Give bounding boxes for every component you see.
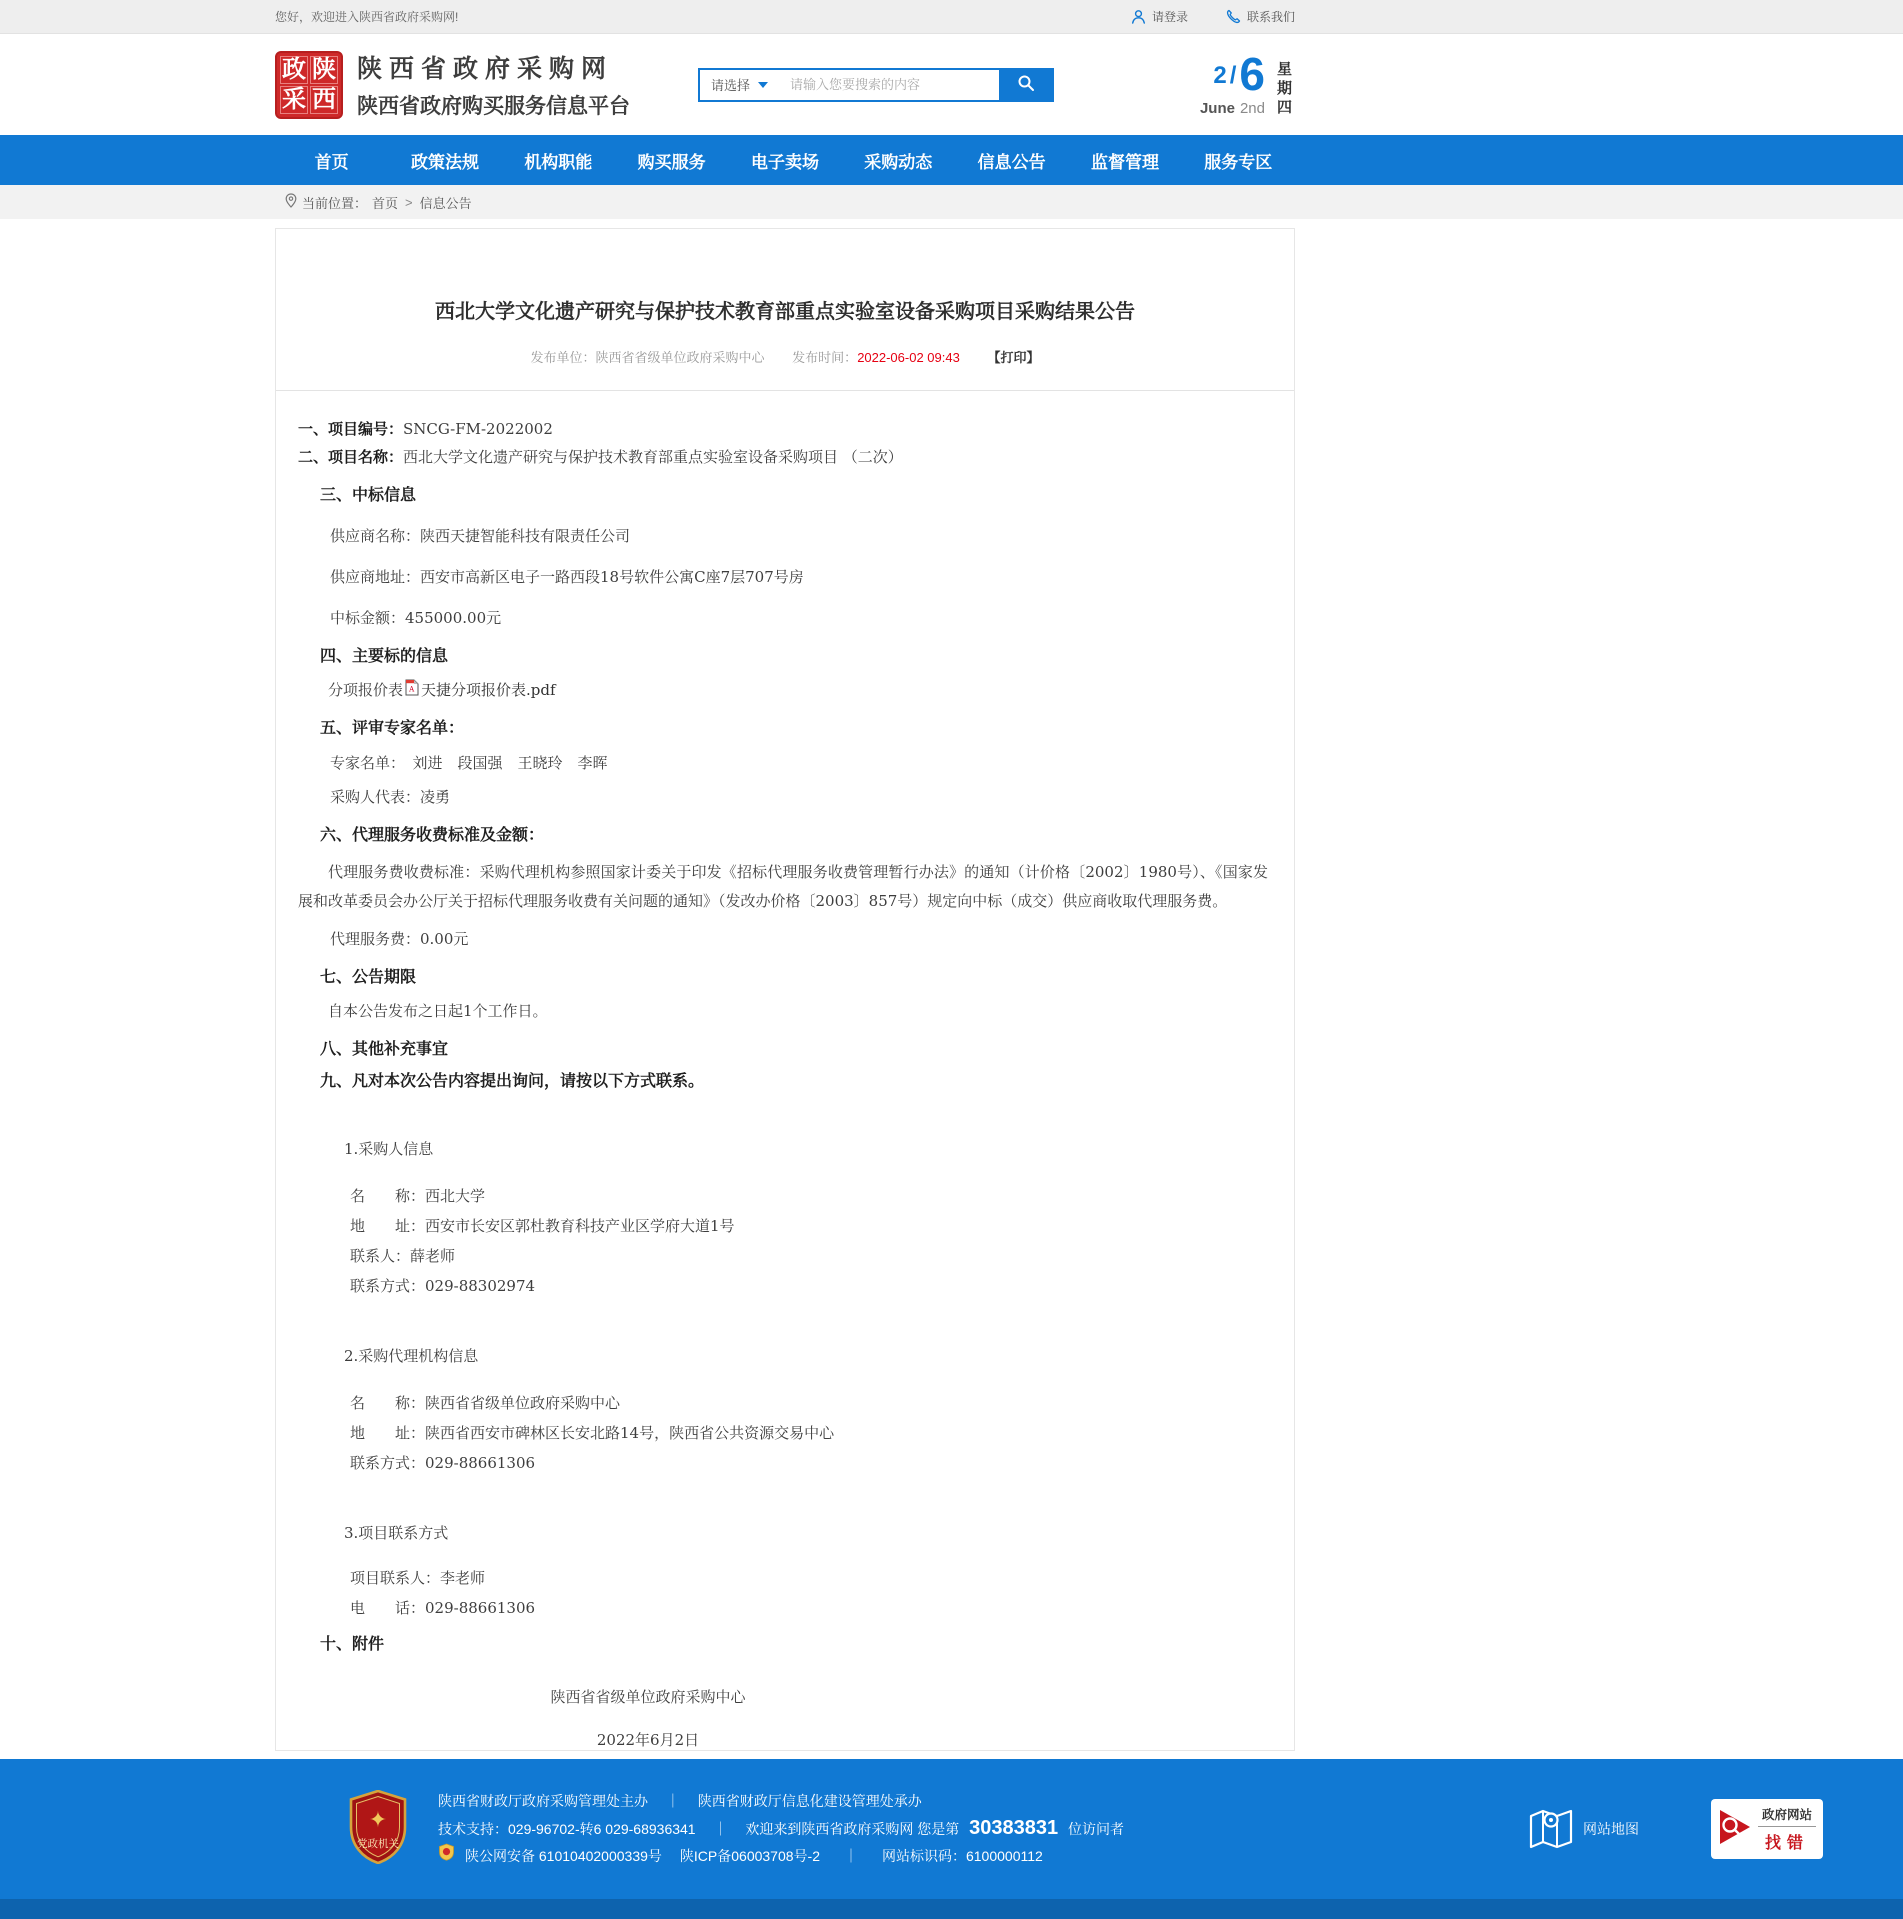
site-subtitle: 陕西省政府购买服务信息平台	[357, 95, 630, 118]
agency-info-title: 2.采购代理机构信息	[344, 1347, 479, 1365]
footer	[0, 1759, 1903, 1899]
party-gov-shield-icon	[348, 1790, 408, 1869]
date-widget	[1199, 48, 1295, 117]
period-line: 自本公告发布之日起1个工作日。	[328, 1002, 548, 1020]
date-english-day: 2nd	[1239, 100, 1265, 117]
footer-visitor-count: 30383831	[969, 1817, 1059, 1839]
footer-undertake: 陕西省财政厅信息化建设管理处承办	[697, 1793, 922, 1809]
project-name-value: 西北大学文化遗产研究与保护技术教育部重点实验室设备采购项目 （二次）	[403, 448, 903, 466]
buyer-rep-line: 采购人代表：凌勇	[330, 788, 451, 806]
date-day: 6	[1239, 48, 1265, 100]
buyer-phone-line: 联系方式：029-88302974	[350, 1277, 536, 1295]
footer-line-beian	[438, 1843, 1124, 1870]
logo-char-br: 西	[312, 85, 336, 113]
search-box	[698, 68, 1054, 102]
signature-org: 陕西省省级单位政府采购中心	[550, 1688, 746, 1706]
location-pin-icon	[285, 193, 297, 211]
publish-unit-label: 发布单位：	[530, 350, 596, 365]
search-icon	[1017, 74, 1035, 95]
welcome-text: 您好，欢迎进入陕西省政府采购网!	[275, 10, 459, 24]
footer-tech-support: 技术支持：029-96702-转6 029-68936341	[438, 1821, 696, 1837]
error-report-magnifier-icon	[1718, 1806, 1752, 1853]
police-badge-icon	[438, 1843, 455, 1870]
error-report-bottom-label: 找错	[1764, 1835, 1809, 1852]
attachment-link[interactable]	[403, 679, 556, 700]
section-agency-fee: 六、代理服务收费标准及金额：	[320, 827, 545, 844]
supplier-address-line: 供应商地址：西安市高新区电子一路西段18号软件公寓C座7层707号房	[330, 568, 804, 586]
login-label: 请登录	[1151, 10, 1188, 24]
search-input[interactable]	[784, 70, 999, 100]
sitemap-link[interactable]	[1528, 1804, 1639, 1855]
publish-time-label: 发布时间：	[792, 350, 858, 365]
footer-host: 陕西省财政厅政府采购管理处主办	[438, 1793, 648, 1809]
date-english-month: June	[1199, 100, 1235, 117]
attachment-prefix: 分项报价表	[328, 681, 404, 699]
breadcrumb-label: 当前位置：	[302, 195, 368, 211]
gov-site-error-report-button[interactable]	[1711, 1799, 1823, 1859]
nav-item-service-zone[interactable]: 服务专区	[1204, 152, 1273, 172]
site-logo[interactable]	[275, 51, 343, 119]
svg-text:A: A	[409, 685, 415, 694]
section-main-subject: 四、主要标的信息	[320, 648, 449, 665]
agency-fee-paragraph: 代理服务费收费标准：采购代理机构参照国家计委关于印发《招标代理服务收费管理暂行办法》的通知（计价格〔2002〕1980号）、《国家发展和改革委员会办公厅关于招标代理服务收费有关问题的通知》（发改办价格〔2003〕857号）规定向中标（成交）供应商收取代理服务费。	[298, 863, 1268, 910]
nav-item-functions[interactable]: 机构职能	[524, 152, 593, 172]
sitemap-label: 网站地图	[1583, 1821, 1639, 1837]
section-experts: 五、评审专家名单：	[320, 720, 465, 737]
article-meta	[276, 347, 1294, 390]
agency-address-line: 地 址：陕西省西安市碑林区长安北路14号，陕西省公共资源交易中心	[350, 1424, 835, 1442]
main-content	[0, 219, 1903, 1751]
topbar	[0, 0, 1903, 34]
site-titles	[357, 49, 630, 120]
agency-fee-line: 代理服务费：0.00元	[330, 930, 469, 948]
breadcrumb-home-link[interactable]: 首页	[372, 195, 399, 211]
signature-block	[298, 1686, 998, 1750]
footer-separator-3: ｜	[843, 1848, 858, 1864]
chevron-down-icon	[758, 82, 768, 88]
nav-item-purchase-services[interactable]: 购买服务	[637, 152, 706, 172]
publish-time: 2022-06-02 09:43	[857, 350, 960, 365]
project-phone-line: 电 话：029-88661306	[350, 1599, 536, 1617]
contact-label: 联系我们	[1246, 10, 1295, 24]
supplier-name-line: 供应商名称：陕西天捷智能科技有限责任公司	[330, 527, 631, 545]
logo-char-bl: 采	[282, 85, 306, 113]
project-number-value: SNCG-FM-2022002	[403, 420, 553, 438]
footer-line-tech	[438, 1815, 1124, 1843]
shield-label: 党政机关	[357, 1837, 399, 1850]
publish-unit: 陕西省省级单位政府采购中心	[595, 350, 765, 365]
section-inquiry: 九、凡对本次公告内容提出询问，请按以下方式联系。	[320, 1073, 705, 1090]
buyer-info-title: 1.采购人信息	[344, 1140, 434, 1158]
footer-separator-1: ｜	[665, 1793, 680, 1809]
section-announcement-period: 七、公告期限	[320, 969, 417, 986]
footer-welcome-prefix: 欢迎来到陕西省政府采购网 您是第	[745, 1821, 960, 1837]
logo-char-tl: 政	[282, 55, 306, 83]
project-number-label: 一、项目编号：	[298, 421, 404, 438]
section-other-matters: 八、其他补充事宜	[320, 1041, 449, 1058]
project-name-line	[298, 446, 1268, 467]
announcement-card	[275, 228, 1295, 1751]
header	[0, 34, 1903, 135]
article-head	[276, 229, 1294, 391]
breadcrumb-separator: >	[405, 194, 413, 210]
shield-star-glyph: ✦	[368, 1806, 388, 1832]
user-icon	[1131, 9, 1146, 24]
experts-line: 专家名单： 刘进 段国强 王晓玲 李晖	[330, 754, 608, 772]
footer-separator-2: ｜	[713, 1821, 728, 1837]
section-award-info: 三、中标信息	[320, 487, 417, 504]
nav-item-supervision[interactable]: 监督管理	[1090, 152, 1159, 172]
article-title: 西北大学文化遗产研究与保护技术教育部重点实验室设备采购项目采购结果公告	[435, 301, 1135, 323]
phone-icon	[1226, 9, 1241, 24]
footer-police-record-link[interactable]: 陕公网安备 61010402000339号	[465, 1848, 662, 1864]
attachment-filename: 天捷分项报价表.pdf	[421, 681, 556, 699]
nav-item-policies[interactable]: 政策法规	[410, 152, 479, 172]
contact-link[interactable]	[1226, 8, 1295, 25]
project-name-label: 二、项目名称：	[298, 449, 404, 466]
nav-item-e-mall[interactable]: 电子卖场	[750, 152, 819, 172]
nav-item-home[interactable]: 首页	[314, 152, 349, 172]
footer-line-hosts	[438, 1788, 1124, 1815]
logo-char-tr: 陕	[312, 55, 336, 83]
sitemap-icon	[1528, 1804, 1574, 1855]
error-report-top-label: 政府网站	[1758, 1805, 1816, 1827]
topbar-right	[1131, 8, 1295, 25]
agency-phone-line: 联系方式：029-88661306	[350, 1454, 536, 1472]
footer-bottom-strip	[0, 1899, 1903, 1919]
project-contact-line: 项目联系人：李老师	[350, 1569, 486, 1587]
login-link[interactable]	[1131, 8, 1188, 25]
buyer-address-line: 地 址：西安市长安区郭杜教育科技产业区学府大道1号	[350, 1217, 735, 1235]
search-button[interactable]	[999, 70, 1052, 100]
project-number-line	[298, 418, 1268, 439]
agency-name-line: 名 称：陕西省省级单位政府采购中心	[350, 1394, 621, 1412]
site-title: 陕西省政府采购网	[357, 55, 614, 83]
search-category-select[interactable]	[700, 70, 784, 100]
article-body	[276, 391, 1294, 1750]
date-weekday: 星期四	[1277, 61, 1293, 116]
nav-item-announcements[interactable]: 信息公告	[977, 152, 1046, 172]
buyer-contact-line: 联系人：薛老师	[350, 1247, 456, 1265]
footer-site-code: 网站标识码：6100000112	[881, 1848, 1043, 1864]
attachment-line	[328, 679, 1268, 700]
print-button[interactable]: 【打印】	[987, 350, 1040, 365]
pdf-icon	[403, 679, 421, 700]
buyer-name-line: 名 称：西北大学	[350, 1187, 486, 1205]
breadcrumb	[0, 185, 1903, 219]
project-contact-title: 3.项目联系方式	[344, 1524, 449, 1542]
footer-icp-record-link[interactable]: 陕ICP备06003708号-2	[679, 1848, 820, 1864]
section-attachments: 十、附件	[320, 1636, 385, 1653]
award-amount-line: 中标金额：455000.00元	[330, 609, 502, 627]
main-nav	[0, 135, 1903, 185]
nav-item-procurement-news[interactable]: 采购动态	[864, 152, 933, 172]
signature-date: 2022年6月2日	[596, 1731, 700, 1749]
date-month: 2	[1213, 62, 1227, 89]
footer-welcome-suffix: 位访问者	[1068, 1821, 1125, 1837]
search-select-label: 请选择	[711, 78, 751, 93]
date-slash: /	[1229, 62, 1237, 89]
breadcrumb-current-link[interactable]: 信息公告	[419, 195, 472, 211]
